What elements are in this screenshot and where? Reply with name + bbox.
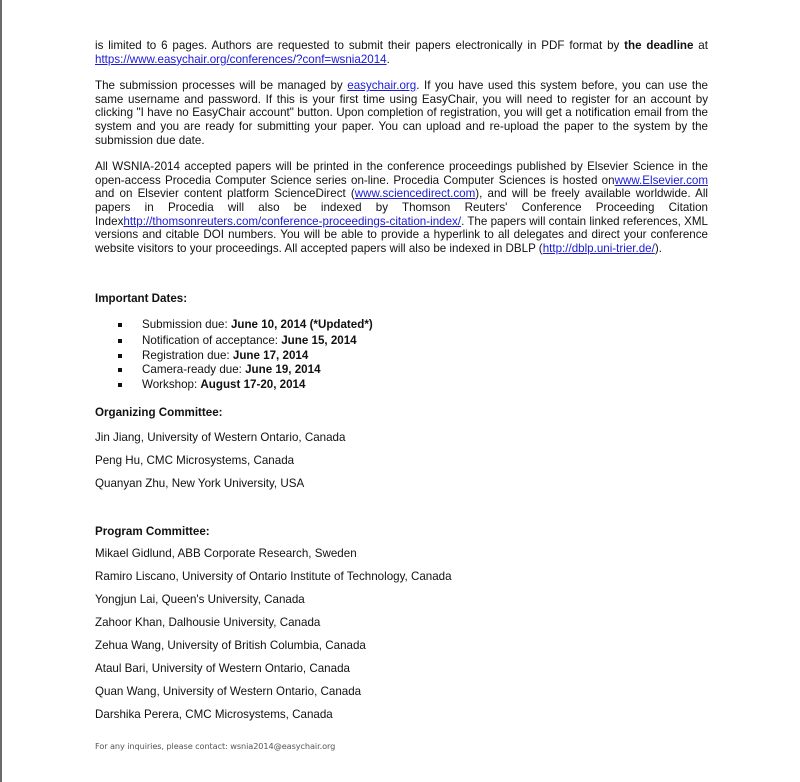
date-label: Camera-ready due: xyxy=(142,363,246,376)
elsevier-link[interactable]: www.Elsevier.com xyxy=(614,173,708,187)
date-label: Submission due: xyxy=(142,318,231,331)
bullet-icon xyxy=(118,339,122,343)
bullet-icon xyxy=(118,383,122,387)
paragraph-proceedings xyxy=(95,160,708,255)
program-committee-heading: Program Committee: xyxy=(95,525,210,538)
date-value: June 15, 2014 xyxy=(281,334,357,347)
footer-contact: For any inquiries, please contact: wsnia2014@easychair.org xyxy=(95,741,336,751)
document-body xyxy=(95,39,708,721)
easychair-conference-link[interactable]: https://www.easychair.org/conferences/?conf=wsnia2014 xyxy=(95,52,387,66)
bullet-icon xyxy=(118,354,122,358)
easychair-link[interactable]: easychair.org xyxy=(347,79,417,93)
important-dates-list xyxy=(95,318,373,392)
organizing-committee-heading: Organizing Committee: xyxy=(95,406,223,419)
dblp-link[interactable]: http://dblp.uni-trier.de/ xyxy=(542,241,655,255)
program-member: Zahoor Khan, Dalhousie University, Canada xyxy=(95,616,321,629)
date-label: Notification of acceptance: xyxy=(142,334,282,347)
text-run: ). xyxy=(654,241,662,255)
date-label: Registration due: xyxy=(142,348,233,362)
date-item-workshop xyxy=(95,378,373,393)
organizing-member: Quanyan Zhu, New York University, USA xyxy=(95,477,305,490)
date-value: June 19, 2014 xyxy=(245,363,321,376)
text-run: . xyxy=(386,52,390,66)
text-run: at xyxy=(693,39,708,52)
page-left-edge xyxy=(0,0,2,782)
date-label: Workshop: xyxy=(142,377,201,391)
bullet-icon xyxy=(118,368,122,372)
date-item-registration xyxy=(95,349,373,364)
program-member: Yongjun Lai, Queen's University, Canada xyxy=(95,593,305,606)
date-item-submission xyxy=(95,318,373,334)
bullet-icon xyxy=(118,323,122,327)
paragraph-submission-format xyxy=(95,39,708,66)
text-run: . If you have used this system before, you can use the same username and password. If this is your first time using EasyChair, you will need to register for an account by clicking "I have no EasyChair account" button. Upon completion of registration, you will get a notification email from the system and you are ready for submitting your paper. You can upload and re-upload the paper to the system by the submission due date. xyxy=(95,79,708,147)
program-member: Quan Wang, University of Western Ontario, Canada xyxy=(95,685,362,698)
date-value: August 17-20, 2014 xyxy=(200,377,306,391)
organizing-member: Peng Hu, CMC Microsystems, Canada xyxy=(95,454,295,467)
sciencedirect-link[interactable]: www.sciencedirect.com xyxy=(354,187,476,201)
date-item-notification xyxy=(95,334,373,349)
program-member: Zehua Wang, University of British Columbia, Canada xyxy=(95,639,366,652)
organizing-member: Jin Jiang, University of Western Ontario, Canada xyxy=(95,431,346,444)
text-run: and on Elsevier content platform ScienceDirect ( xyxy=(95,187,355,201)
date-value: June 17, 2014 xyxy=(232,348,309,362)
program-member: Ramiro Liscano, University of Ontario Institute of Technology, Canada xyxy=(95,570,452,583)
paragraph-submission-process xyxy=(95,79,708,147)
text-run: is limited to 6 pages. Authors are requested to submit their papers electronically in PDF format by xyxy=(95,39,625,52)
text-run: All WSNIA-2014 accepted papers will be printed in the conference proceedings published by Elsevier Science in the open-access Procedia Computer Science series on-line. Procedia Computer Sciences is hosted on xyxy=(95,160,708,187)
program-member: Mikael Gidlund, ABB Corporate Research, Sweden xyxy=(95,547,357,560)
text-run: ), and will be freely available worldwide. All papers in Procedia will also be indexed by Thomson Reuters' Conference Proceeding Citation Index xyxy=(95,187,708,228)
bold-text: the deadline xyxy=(624,39,694,52)
program-member: Ataul Bari, University of Western Ontario, Canada xyxy=(95,662,350,675)
text-run: The submission processes will be managed by xyxy=(95,79,348,93)
important-dates-heading: Important Dates: xyxy=(95,292,188,305)
date-item-camera-ready xyxy=(95,363,373,378)
program-member: Darshika Perera, CMC Microsystems, Canada xyxy=(95,708,333,721)
thomsonreuters-link[interactable]: http://thomsonreuters.com/conference-proceedings-citation-index/ xyxy=(123,214,462,228)
text-run: . The papers will contain linked references, XML versions and citable DOI numbers. You will be able to provide a hyperlink to all delegates and direct your conference website visitors to your proceedings. All accepted papers will also be indexed in DBLP ( xyxy=(95,214,708,255)
date-value: June 10, 2014 (*Updated*) xyxy=(230,318,373,331)
